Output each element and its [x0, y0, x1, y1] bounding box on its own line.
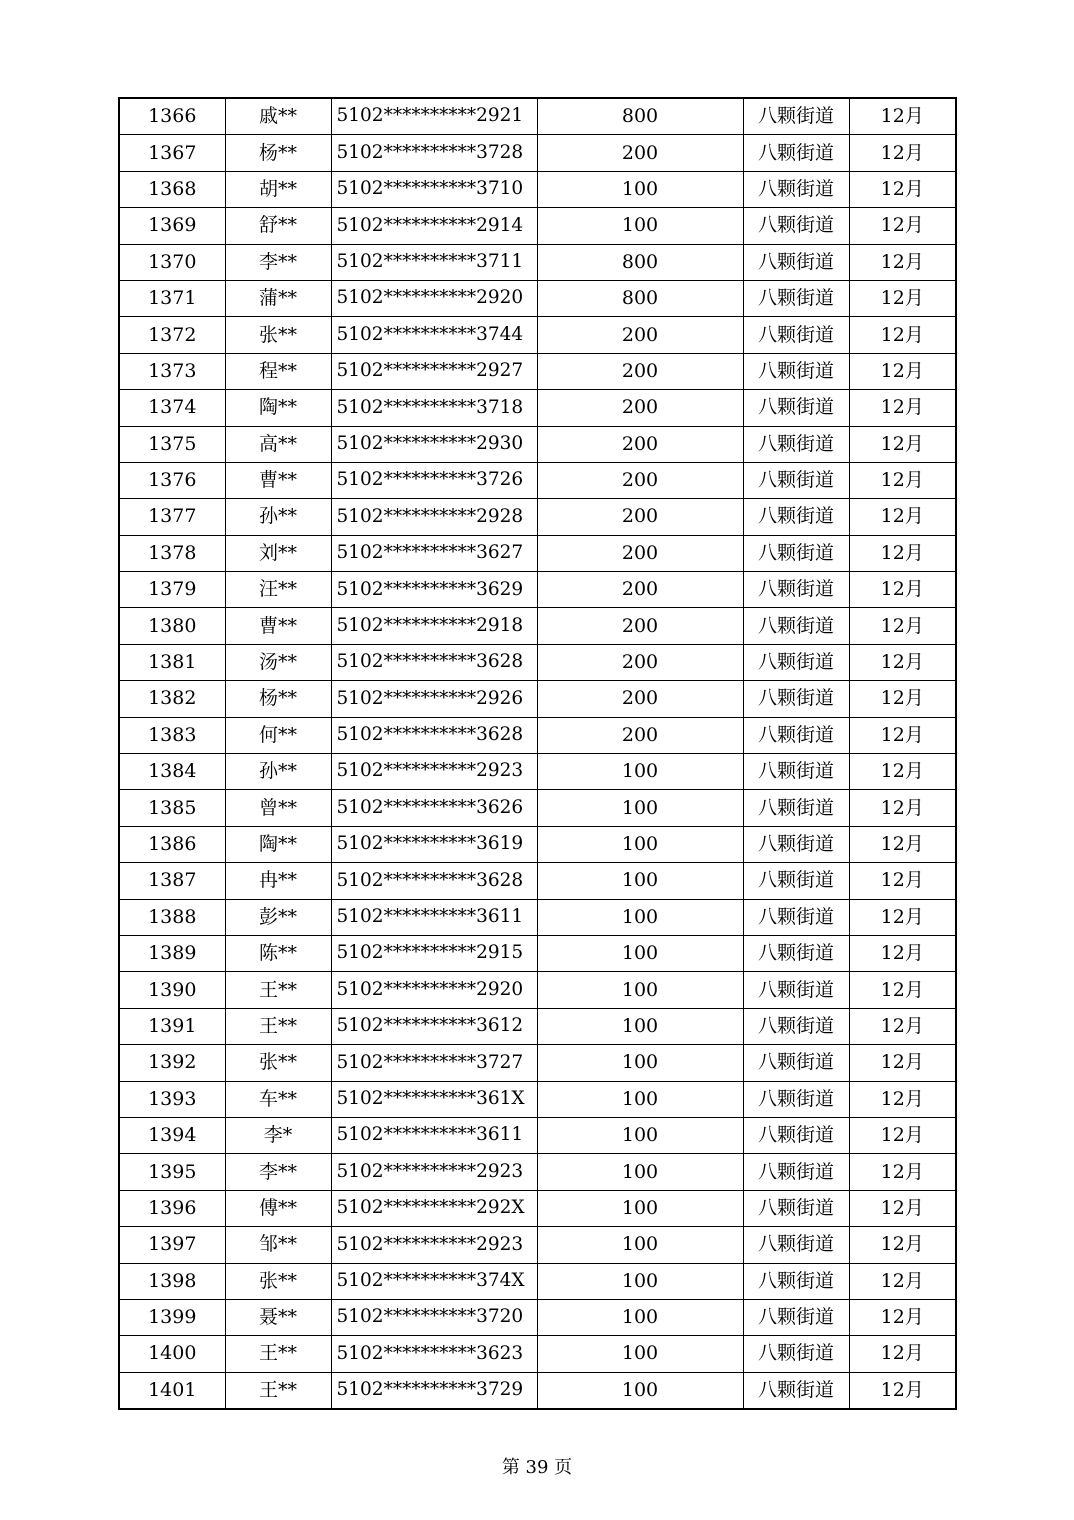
- month-cell: 12月: [849, 426, 956, 462]
- street-cell: 八颗街道: [743, 1154, 849, 1190]
- month-cell: 12月: [849, 608, 956, 644]
- street-cell: 八颗街道: [743, 935, 849, 971]
- serial-number-cell: 1367: [119, 135, 225, 171]
- street-cell: 八颗街道: [743, 572, 849, 608]
- serial-number-cell: 1389: [119, 935, 225, 971]
- street-cell: 八颗街道: [743, 1045, 849, 1081]
- month-cell: 12月: [849, 1299, 956, 1335]
- table-row: [119, 1081, 956, 1117]
- id-number-cell: 5102**********3612: [331, 1008, 537, 1044]
- table-row: [119, 717, 956, 753]
- table-row: [119, 1299, 956, 1335]
- street-cell: 八颗街道: [743, 390, 849, 426]
- table-row: [119, 935, 956, 971]
- table-row: [119, 171, 956, 207]
- month-cell: 12月: [849, 535, 956, 571]
- amount-cell: 100: [537, 1299, 743, 1335]
- id-number-cell: 5102**********2923: [331, 754, 537, 790]
- id-number-cell: 5102**********3623: [331, 1336, 537, 1372]
- amount-cell: 100: [537, 863, 743, 899]
- month-cell: 12月: [849, 1227, 956, 1263]
- month-cell: 12月: [849, 644, 956, 680]
- id-number-cell: 5102**********3629: [331, 572, 537, 608]
- street-cell: 八颗街道: [743, 899, 849, 935]
- table-row: [119, 499, 956, 535]
- amount-cell: 100: [537, 1045, 743, 1081]
- street-cell: 八颗街道: [743, 681, 849, 717]
- id-number-cell: 5102**********292X: [331, 1190, 537, 1226]
- street-cell: 八颗街道: [743, 317, 849, 353]
- street-cell: 八颗街道: [743, 1081, 849, 1117]
- serial-number-cell: 1384: [119, 754, 225, 790]
- serial-number-cell: 1386: [119, 826, 225, 862]
- amount-cell: 200: [537, 390, 743, 426]
- month-cell: 12月: [849, 499, 956, 535]
- serial-number-cell: 1380: [119, 608, 225, 644]
- table-row: [119, 353, 956, 389]
- id-number-cell: 5102**********3711: [331, 244, 537, 280]
- month-cell: 12月: [849, 1117, 956, 1153]
- name-cell: 王**: [225, 1372, 331, 1409]
- street-cell: 八颗街道: [743, 426, 849, 462]
- month-cell: 12月: [849, 790, 956, 826]
- serial-number-cell: 1399: [119, 1299, 225, 1335]
- month-cell: 12月: [849, 681, 956, 717]
- month-cell: 12月: [849, 754, 956, 790]
- id-number-cell: 5102**********2923: [331, 1154, 537, 1190]
- table-row: [119, 1154, 956, 1190]
- name-cell: 彭**: [225, 899, 331, 935]
- name-cell: 刘**: [225, 535, 331, 571]
- amount-cell: 200: [537, 135, 743, 171]
- amount-cell: 100: [537, 1154, 743, 1190]
- id-number-cell: 5102**********374X: [331, 1263, 537, 1299]
- name-cell: 杨**: [225, 681, 331, 717]
- month-cell: 12月: [849, 1154, 956, 1190]
- amount-cell: 200: [537, 499, 743, 535]
- id-number-cell: 5102**********3628: [331, 863, 537, 899]
- name-cell: 李**: [225, 244, 331, 280]
- serial-number-cell: 1394: [119, 1117, 225, 1153]
- name-cell: 陈**: [225, 935, 331, 971]
- id-number-cell: 5102**********2926: [331, 681, 537, 717]
- name-cell: 程**: [225, 353, 331, 389]
- amount-cell: 200: [537, 608, 743, 644]
- amount-cell: 200: [537, 353, 743, 389]
- name-cell: 李**: [225, 1154, 331, 1190]
- name-cell: 蒲**: [225, 280, 331, 316]
- street-cell: 八颗街道: [743, 754, 849, 790]
- name-cell: 车**: [225, 1081, 331, 1117]
- serial-number-cell: 1385: [119, 790, 225, 826]
- id-number-cell: 5102**********3744: [331, 317, 537, 353]
- name-cell: 陶**: [225, 826, 331, 862]
- table-row: [119, 826, 956, 862]
- name-cell: 胡**: [225, 171, 331, 207]
- street-cell: 八颗街道: [743, 171, 849, 207]
- table-row: [119, 390, 956, 426]
- table-row: [119, 644, 956, 680]
- table-row: [119, 608, 956, 644]
- serial-number-cell: 1370: [119, 244, 225, 280]
- table-row: [119, 899, 956, 935]
- table-row: [119, 1045, 956, 1081]
- serial-number-cell: 1377: [119, 499, 225, 535]
- name-cell: 孙**: [225, 754, 331, 790]
- month-cell: 12月: [849, 1045, 956, 1081]
- table-row: [119, 208, 956, 244]
- street-cell: 八颗街道: [743, 1372, 849, 1409]
- table-row: [119, 1190, 956, 1226]
- month-cell: 12月: [849, 462, 956, 498]
- table-row: [119, 972, 956, 1008]
- amount-cell: 100: [537, 899, 743, 935]
- table-row: [119, 1263, 956, 1299]
- table-row: [119, 244, 956, 280]
- month-cell: 12月: [849, 863, 956, 899]
- serial-number-cell: 1396: [119, 1190, 225, 1226]
- month-cell: 12月: [849, 98, 956, 135]
- name-cell: 张**: [225, 1263, 331, 1299]
- serial-number-cell: 1388: [119, 899, 225, 935]
- amount-cell: 100: [537, 1081, 743, 1117]
- month-cell: 12月: [849, 1081, 956, 1117]
- name-cell: 冉**: [225, 863, 331, 899]
- id-number-cell: 5102**********2928: [331, 499, 537, 535]
- table-row: [119, 863, 956, 899]
- amount-cell: 200: [537, 317, 743, 353]
- street-cell: 八颗街道: [743, 1190, 849, 1226]
- serial-number-cell: 1378: [119, 535, 225, 571]
- name-cell: 曹**: [225, 608, 331, 644]
- id-number-cell: 5102**********2930: [331, 426, 537, 462]
- name-cell: 戚**: [225, 98, 331, 135]
- street-cell: 八颗街道: [743, 1299, 849, 1335]
- amount-cell: 100: [537, 1227, 743, 1263]
- amount-cell: 200: [537, 462, 743, 498]
- amount-cell: 100: [537, 1263, 743, 1299]
- amount-cell: 200: [537, 717, 743, 753]
- serial-number-cell: 1397: [119, 1227, 225, 1263]
- id-number-cell: 5102**********3718: [331, 390, 537, 426]
- amount-cell: 100: [537, 171, 743, 207]
- name-cell: 王**: [225, 972, 331, 1008]
- month-cell: 12月: [849, 317, 956, 353]
- street-cell: 八颗街道: [743, 135, 849, 171]
- table-row: [119, 1227, 956, 1263]
- table-row: [119, 1008, 956, 1044]
- id-number-cell: 5102**********2927: [331, 353, 537, 389]
- month-cell: 12月: [849, 1372, 956, 1409]
- name-cell: 张**: [225, 1045, 331, 1081]
- amount-cell: 100: [537, 1008, 743, 1044]
- serial-number-cell: 1376: [119, 462, 225, 498]
- name-cell: 邹**: [225, 1227, 331, 1263]
- month-cell: 12月: [849, 899, 956, 935]
- name-cell: 舒**: [225, 208, 331, 244]
- street-cell: 八颗街道: [743, 608, 849, 644]
- name-cell: 杨**: [225, 135, 331, 171]
- street-cell: 八颗街道: [743, 280, 849, 316]
- serial-number-cell: 1368: [119, 171, 225, 207]
- table-row: [119, 280, 956, 316]
- serial-number-cell: 1373: [119, 353, 225, 389]
- name-cell: 何**: [225, 717, 331, 753]
- serial-number-cell: 1371: [119, 280, 225, 316]
- serial-number-cell: 1392: [119, 1045, 225, 1081]
- street-cell: 八颗街道: [743, 462, 849, 498]
- month-cell: 12月: [849, 135, 956, 171]
- name-cell: 高**: [225, 426, 331, 462]
- street-cell: 八颗街道: [743, 353, 849, 389]
- serial-number-cell: 1398: [119, 1263, 225, 1299]
- id-number-cell: 5102**********3728: [331, 135, 537, 171]
- id-number-cell: 5102**********2914: [331, 208, 537, 244]
- id-number-cell: 5102**********3628: [331, 644, 537, 680]
- table-row: [119, 572, 956, 608]
- table-row: [119, 1372, 956, 1409]
- street-cell: 八颗街道: [743, 1117, 849, 1153]
- month-cell: 12月: [849, 171, 956, 207]
- name-cell: 傅**: [225, 1190, 331, 1226]
- id-number-cell: 5102**********2918: [331, 608, 537, 644]
- amount-cell: 100: [537, 1117, 743, 1153]
- street-cell: 八颗街道: [743, 717, 849, 753]
- amount-cell: 100: [537, 826, 743, 862]
- amount-cell: 100: [537, 754, 743, 790]
- table-row: [119, 135, 956, 171]
- id-number-cell: 5102**********3729: [331, 1372, 537, 1409]
- street-cell: 八颗街道: [743, 644, 849, 680]
- month-cell: 12月: [849, 1008, 956, 1044]
- amount-cell: 100: [537, 1190, 743, 1226]
- month-cell: 12月: [849, 1336, 956, 1372]
- month-cell: 12月: [849, 572, 956, 608]
- name-cell: 汪**: [225, 572, 331, 608]
- table-row: [119, 754, 956, 790]
- id-number-cell: 5102**********3611: [331, 899, 537, 935]
- id-number-cell: 5102**********2923: [331, 1227, 537, 1263]
- serial-number-cell: 1395: [119, 1154, 225, 1190]
- amount-cell: 800: [537, 244, 743, 280]
- serial-number-cell: 1400: [119, 1336, 225, 1372]
- serial-number-cell: 1381: [119, 644, 225, 680]
- serial-number-cell: 1401: [119, 1372, 225, 1409]
- month-cell: 12月: [849, 208, 956, 244]
- amount-cell: 800: [537, 280, 743, 316]
- table-row: [119, 462, 956, 498]
- month-cell: 12月: [849, 244, 956, 280]
- id-number-cell: 5102**********361X: [331, 1081, 537, 1117]
- amount-cell: 200: [537, 644, 743, 680]
- id-number-cell: 5102**********3626: [331, 790, 537, 826]
- month-cell: 12月: [849, 353, 956, 389]
- id-number-cell: 5102**********2915: [331, 935, 537, 971]
- street-cell: 八颗街道: [743, 244, 849, 280]
- serial-number-cell: 1393: [119, 1081, 225, 1117]
- table-row: [119, 535, 956, 571]
- serial-number-cell: 1369: [119, 208, 225, 244]
- street-cell: 八颗街道: [743, 98, 849, 135]
- amount-cell: 100: [537, 972, 743, 1008]
- id-number-cell: 5102**********3710: [331, 171, 537, 207]
- table-row: [119, 1336, 956, 1372]
- amount-cell: 200: [537, 426, 743, 462]
- id-number-cell: 5102**********3628: [331, 717, 537, 753]
- street-cell: 八颗街道: [743, 826, 849, 862]
- id-number-cell: 5102**********2921: [331, 98, 537, 135]
- street-cell: 八颗街道: [743, 863, 849, 899]
- name-cell: 王**: [225, 1008, 331, 1044]
- month-cell: 12月: [849, 935, 956, 971]
- serial-number-cell: 1379: [119, 572, 225, 608]
- month-cell: 12月: [849, 280, 956, 316]
- table-row: [119, 790, 956, 826]
- id-number-cell: 5102**********3720: [331, 1299, 537, 1335]
- amount-cell: 100: [537, 208, 743, 244]
- month-cell: 12月: [849, 390, 956, 426]
- month-cell: 12月: [849, 717, 956, 753]
- street-cell: 八颗街道: [743, 1336, 849, 1372]
- name-cell: 聂**: [225, 1299, 331, 1335]
- amount-cell: 800: [537, 98, 743, 135]
- amount-cell: 200: [537, 572, 743, 608]
- page-number: 第 39 页: [501, 1457, 573, 1478]
- id-number-cell: 5102**********2920: [331, 280, 537, 316]
- street-cell: 八颗街道: [743, 790, 849, 826]
- table-row: [119, 1117, 956, 1153]
- street-cell: 八颗街道: [743, 1263, 849, 1299]
- table-row: [119, 681, 956, 717]
- id-number-cell: 5102**********3619: [331, 826, 537, 862]
- name-cell: 汤**: [225, 644, 331, 680]
- id-number-cell: 5102**********3627: [331, 535, 537, 571]
- table-row: [119, 317, 956, 353]
- amount-cell: 100: [537, 1372, 743, 1409]
- serial-number-cell: 1383: [119, 717, 225, 753]
- name-cell: 王**: [225, 1336, 331, 1372]
- data-table: [118, 97, 957, 1410]
- name-cell: 陶**: [225, 390, 331, 426]
- name-cell: 李*: [225, 1117, 331, 1153]
- table-body: [119, 98, 956, 1409]
- id-number-cell: 5102**********3726: [331, 462, 537, 498]
- street-cell: 八颗街道: [743, 499, 849, 535]
- name-cell: 曹**: [225, 462, 331, 498]
- id-number-cell: 5102**********2920: [331, 972, 537, 1008]
- name-cell: 张**: [225, 317, 331, 353]
- amount-cell: 200: [537, 535, 743, 571]
- table-row: [119, 98, 956, 135]
- id-number-cell: 5102**********3611: [331, 1117, 537, 1153]
- serial-number-cell: 1387: [119, 863, 225, 899]
- month-cell: 12月: [849, 1263, 956, 1299]
- name-cell: 曾**: [225, 790, 331, 826]
- serial-number-cell: 1382: [119, 681, 225, 717]
- month-cell: 12月: [849, 826, 956, 862]
- street-cell: 八颗街道: [743, 1008, 849, 1044]
- amount-cell: 100: [537, 790, 743, 826]
- month-cell: 12月: [849, 1190, 956, 1226]
- street-cell: 八颗街道: [743, 208, 849, 244]
- month-cell: 12月: [849, 972, 956, 1008]
- id-number-cell: 5102**********3727: [331, 1045, 537, 1081]
- table-row: [119, 426, 956, 462]
- serial-number-cell: 1374: [119, 390, 225, 426]
- amount-cell: 100: [537, 935, 743, 971]
- street-cell: 八颗街道: [743, 972, 849, 1008]
- serial-number-cell: 1372: [119, 317, 225, 353]
- serial-number-cell: 1375: [119, 426, 225, 462]
- amount-cell: 200: [537, 681, 743, 717]
- street-cell: 八颗街道: [743, 1227, 849, 1263]
- serial-number-cell: 1391: [119, 1008, 225, 1044]
- amount-cell: 100: [537, 1336, 743, 1372]
- serial-number-cell: 1390: [119, 972, 225, 1008]
- street-cell: 八颗街道: [743, 535, 849, 571]
- serial-number-cell: 1366: [119, 98, 225, 135]
- name-cell: 孙**: [225, 499, 331, 535]
